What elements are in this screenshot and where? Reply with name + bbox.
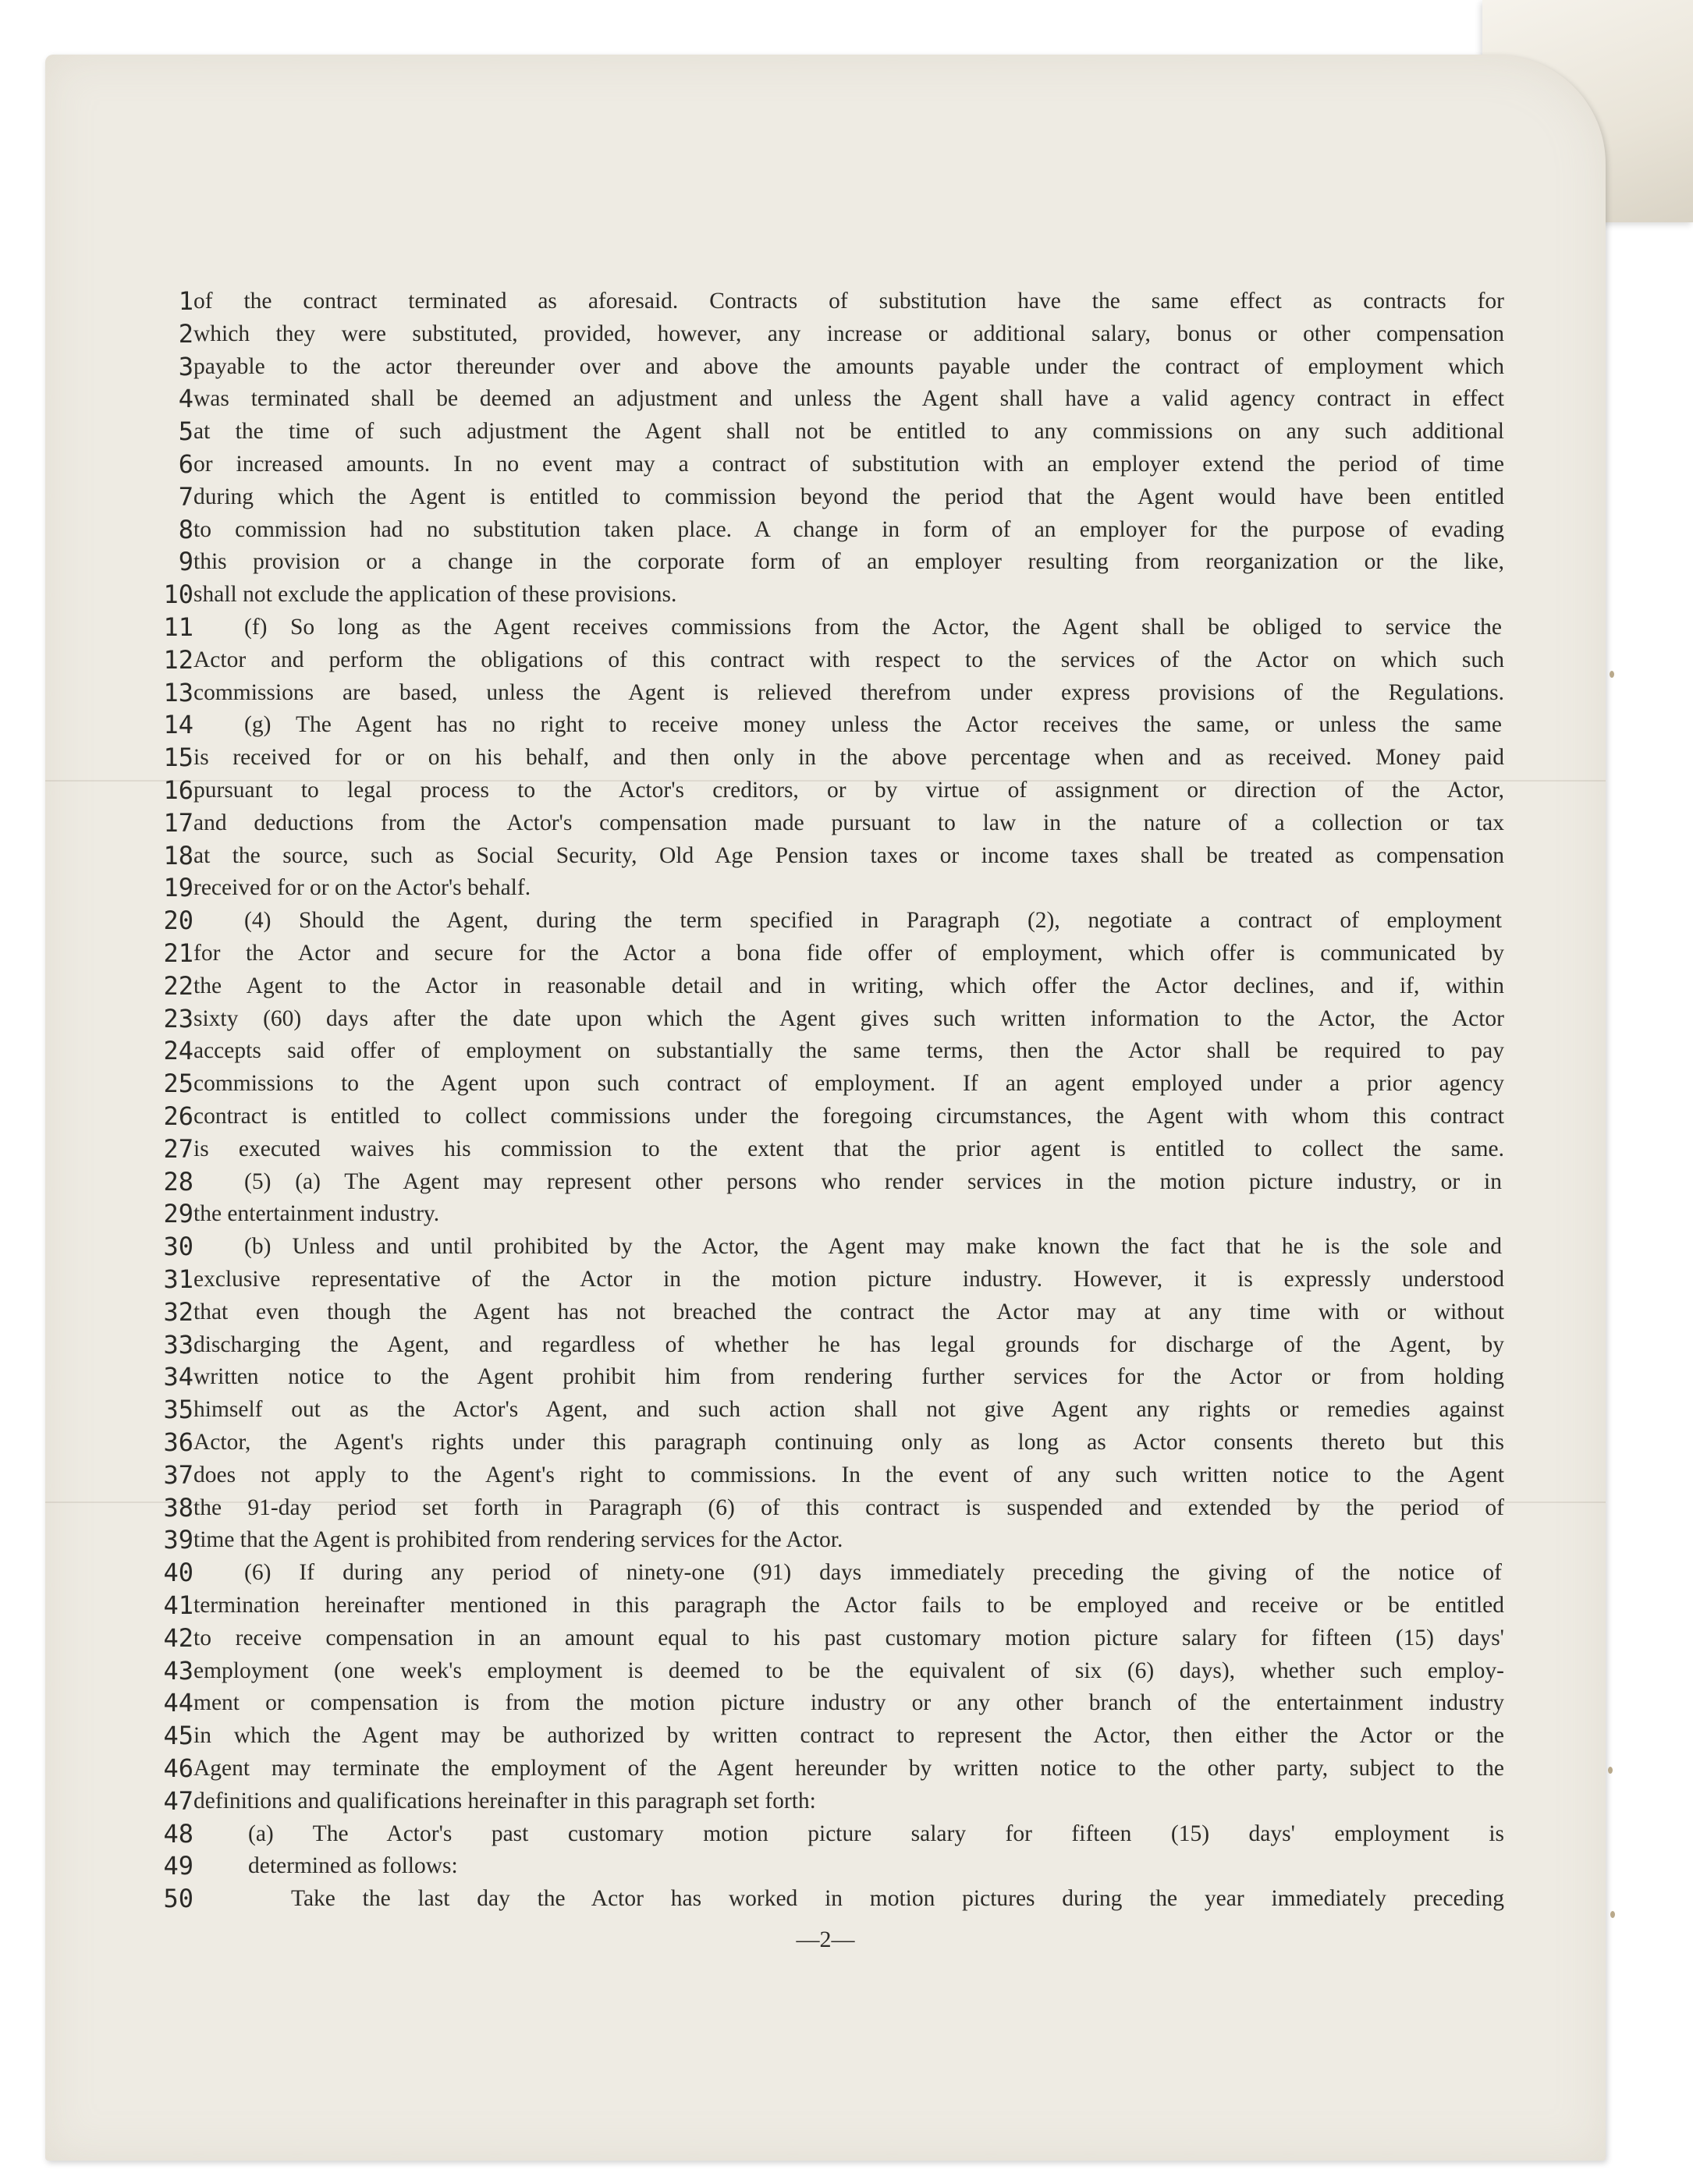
document-line bbox=[45, 545, 1606, 578]
document-line bbox=[45, 1654, 1606, 1687]
line-number: 45 bbox=[163, 1721, 193, 1751]
line-text: himself out as the Actor's Agent, and such action shall not give Agent any rights or remedies against bbox=[193, 1397, 1504, 1423]
line-number: 17 bbox=[163, 807, 193, 838]
line-number: 42 bbox=[163, 1622, 193, 1653]
document-line bbox=[45, 285, 1606, 317]
line-number: 48 bbox=[163, 1818, 193, 1849]
document-line bbox=[45, 1393, 1606, 1426]
line-text: (g) The Agent has no right to receive money unless the Actor receives the same, or unless the same bbox=[244, 712, 1502, 738]
line-text: of the contract terminated as aforesaid. Contracts of substitution have the same effect as contracts for bbox=[193, 289, 1504, 314]
line-text: (5) (a) The Agent may represent other persons who render services in the motion picture industry, or in bbox=[244, 1168, 1502, 1194]
line-number: 30 bbox=[163, 1232, 193, 1262]
document-page bbox=[45, 55, 1606, 2161]
document-line bbox=[45, 1263, 1606, 1296]
line-number: 12 bbox=[163, 644, 193, 675]
line-number: 28 bbox=[163, 1166, 193, 1197]
document-line bbox=[45, 1100, 1606, 1133]
line-text: and deductions from the Actor's compensation made pursuant to law in the nature of a collection or tax bbox=[193, 810, 1504, 835]
line-number: 35 bbox=[163, 1395, 193, 1425]
line-number: 7 bbox=[178, 481, 193, 512]
document-line bbox=[45, 480, 1606, 513]
line-text: contract is entitled to collect commissions under the foregoing circumstances, the Agent with whom this contract bbox=[193, 1104, 1504, 1129]
line-number: 39 bbox=[163, 1525, 193, 1555]
document-line bbox=[45, 741, 1606, 774]
document-line bbox=[45, 578, 1606, 611]
line-text: commissions are based, unless the Agent is relieved therefrom under express provisions of the Regulations. bbox=[193, 679, 1504, 705]
line-text: in which the Agent may be authorized by written contract to represent the Actor, then either the Actor or the bbox=[193, 1723, 1504, 1749]
line-number: 9 bbox=[178, 547, 193, 577]
document-line bbox=[45, 676, 1606, 709]
document-line bbox=[45, 1622, 1606, 1654]
document-line bbox=[45, 1034, 1606, 1067]
line-text: during which the Agent is entitled to commission beyond the period that the Agent would have been entitled bbox=[193, 484, 1504, 509]
line-text: to receive compensation in an amount equal to his past customary motion picture salary for fifteen (15) days' bbox=[193, 1625, 1504, 1650]
line-number: 24 bbox=[163, 1036, 193, 1066]
line-text: ment or compensation is from the motion picture industry or any other branch of the entertainment industry bbox=[193, 1690, 1504, 1716]
document-line bbox=[45, 1752, 1606, 1785]
line-number: 26 bbox=[163, 1101, 193, 1131]
line-number: 4 bbox=[178, 384, 193, 414]
document-line bbox=[45, 644, 1606, 676]
line-number: 19 bbox=[163, 873, 193, 903]
line-number: 15 bbox=[163, 743, 193, 773]
line-text: at the source, such as Social Security, Old Age Pension taxes or income taxes shall be treated as compensation bbox=[193, 842, 1504, 868]
line-number: 16 bbox=[163, 775, 193, 805]
line-text: (f) So long as the Agent receives commissions from the Actor, the Agent shall be obliged to service the bbox=[244, 615, 1502, 640]
document-line bbox=[45, 839, 1606, 872]
line-number: 41 bbox=[163, 1590, 193, 1620]
line-text: definitions and qualifications hereinafter in this paragraph set forth: bbox=[193, 1788, 816, 1814]
line-number: 43 bbox=[163, 1655, 193, 1686]
document-line bbox=[45, 415, 1606, 448]
line-text: at the time of such adjustment the Agent shall not be entitled to any commissions on any such additional bbox=[193, 419, 1504, 445]
document-line bbox=[45, 871, 1606, 904]
document-line bbox=[45, 1165, 1606, 1198]
document-line bbox=[45, 1686, 1606, 1719]
line-text: for the Actor and secure for the Actor a bona fide offer of employment, which offer is communicated by bbox=[193, 941, 1504, 966]
line-number: 20 bbox=[163, 906, 193, 936]
document-line bbox=[45, 1067, 1606, 1100]
line-number: 33 bbox=[163, 1329, 193, 1360]
line-text: determined as follows: bbox=[248, 1853, 458, 1879]
paper-speck bbox=[1608, 1767, 1613, 1774]
line-text: payable to the actor thereunder over and above the amounts payable under the contract of employment which bbox=[193, 353, 1504, 379]
line-text: to commission had no substitution taken place. A change in form of an employer for the purpose of evading bbox=[193, 516, 1504, 542]
line-text: Take the last day the Actor has worked in motion pictures during the year immediately preceding bbox=[291, 1886, 1504, 1912]
line-number: 5 bbox=[178, 417, 193, 447]
line-number: 13 bbox=[163, 677, 193, 707]
document-line bbox=[45, 317, 1606, 350]
line-text: pursuant to legal process to the Actor's creditors, or by virtue of assignment or direction of the Actor, bbox=[193, 778, 1504, 803]
line-text: is executed waives his commission to the extent that the prior agent is entitled to collect the same. bbox=[193, 1136, 1504, 1161]
line-number: 50 bbox=[163, 1884, 193, 1914]
line-text: (6) If during any period of ninety-one (91) days immediately preceding the giving of the notice of bbox=[244, 1560, 1502, 1586]
line-text: the 91-day period set forth in Paragraph (6) of this contract is suspended and extended by the period of bbox=[193, 1494, 1504, 1520]
line-number: 22 bbox=[163, 970, 193, 1001]
line-number: 34 bbox=[163, 1362, 193, 1392]
line-text: commissions to the Agent upon such contract of employment. If an agent employed under a prior agency bbox=[193, 1071, 1504, 1097]
line-number: 23 bbox=[163, 1003, 193, 1034]
document-line bbox=[45, 1459, 1606, 1491]
document-line bbox=[45, 350, 1606, 383]
line-number: 37 bbox=[163, 1459, 193, 1490]
document-line bbox=[45, 1002, 1606, 1035]
line-text: written notice to the Agent prohibit him from rendering further services for the Actor or from holding bbox=[193, 1364, 1504, 1390]
document-line bbox=[45, 1360, 1606, 1393]
document-line bbox=[45, 970, 1606, 1002]
line-number: 3 bbox=[178, 351, 193, 381]
document-line bbox=[45, 513, 1606, 546]
line-number: 27 bbox=[163, 1133, 193, 1164]
page-number: —2— bbox=[796, 1927, 855, 1952]
line-text: time that the Agent is prohibited from rendering services for the Actor. bbox=[193, 1527, 843, 1553]
line-number: 2 bbox=[178, 318, 193, 349]
document-line bbox=[45, 1328, 1606, 1361]
line-text: (4) Should the Agent, during the term specified in Paragraph (2), negotiate a contract of employment bbox=[244, 908, 1502, 934]
document-line bbox=[45, 1230, 1606, 1263]
line-text: received for or on the Actor's behalf. bbox=[193, 875, 531, 901]
line-number: 49 bbox=[163, 1851, 193, 1881]
line-number: 18 bbox=[163, 840, 193, 870]
document-line bbox=[45, 1523, 1606, 1556]
line-number: 47 bbox=[163, 1785, 193, 1816]
line-number: 25 bbox=[163, 1069, 193, 1099]
line-text: termination hereinafter mentioned in this paragraph the Actor fails to be employed and receive or be entitled bbox=[193, 1593, 1504, 1618]
line-number: 36 bbox=[163, 1427, 193, 1457]
line-number: 10 bbox=[163, 580, 193, 610]
line-text: the Agent to the Actor in reasonable detail and in writing, which offer the Actor declines, and if, within bbox=[193, 973, 1504, 998]
line-number: 40 bbox=[163, 1558, 193, 1588]
line-text: shall not exclude the application of these provisions. bbox=[193, 582, 677, 608]
document-line bbox=[45, 1197, 1606, 1230]
line-text: or increased amounts. In no event may a contract of substitution with an employer extend the period of time bbox=[193, 452, 1504, 477]
line-number: 8 bbox=[178, 514, 193, 544]
line-text: that even though the Agent has not breached the contract the Actor may at any time with or without bbox=[193, 1299, 1504, 1324]
document-line bbox=[45, 611, 1606, 644]
document-line bbox=[45, 382, 1606, 415]
line-text: Actor, the Agent's rights under this paragraph continuing only as long as Actor consents thereto but this bbox=[193, 1430, 1504, 1455]
line-number: 44 bbox=[163, 1688, 193, 1718]
line-number: 29 bbox=[163, 1199, 193, 1229]
line-text: exclusive representative of the Actor in the motion picture industry. However, it is expressly understood bbox=[193, 1267, 1504, 1292]
line-number: 14 bbox=[163, 710, 193, 740]
document-line bbox=[45, 1817, 1606, 1850]
document-line bbox=[45, 807, 1606, 839]
line-number: 46 bbox=[163, 1753, 193, 1783]
line-text: the entertainment industry. bbox=[193, 1201, 440, 1227]
document-line bbox=[45, 1589, 1606, 1622]
line-number: 31 bbox=[163, 1264, 193, 1294]
line-text: this provision or a change in the corporate form of an employer resulting from reorganization or the like, bbox=[193, 549, 1504, 575]
line-text: (a) The Actor's past customary motion picture salary for fifteen (15) days' employment is bbox=[248, 1821, 1504, 1846]
document-line bbox=[45, 1882, 1606, 1915]
line-text: does not apply to the Agent's right to commissions. In the event of any such written notice to the Agent bbox=[193, 1462, 1504, 1487]
document-line bbox=[45, 448, 1606, 480]
document-line bbox=[45, 937, 1606, 970]
document-line bbox=[45, 1556, 1606, 1589]
paper-speck bbox=[1610, 1911, 1615, 1918]
paper-speck bbox=[1610, 671, 1614, 678]
line-text: discharging the Agent, and regardless of whether he has legal grounds for discharge of the Agent, by bbox=[193, 1331, 1504, 1357]
line-number: 1 bbox=[178, 286, 193, 316]
line-text: is received for or on his behalf, and then only in the above percentage when and as received. Money paid bbox=[193, 745, 1504, 771]
line-text: (b) Unless and until prohibited by the Actor, the Agent may make known the fact that he is the sole and bbox=[244, 1234, 1502, 1260]
document-line bbox=[45, 904, 1606, 937]
line-text: Actor and perform the obligations of this contract with respect to the services of the Actor on which such bbox=[193, 647, 1504, 672]
line-number: 6 bbox=[178, 449, 193, 479]
document-line bbox=[45, 1426, 1606, 1459]
document-line bbox=[45, 708, 1606, 741]
line-text: sixty (60) days after the date upon which the Agent gives such written information to the Actor, the Actor bbox=[193, 1005, 1504, 1031]
document-line bbox=[45, 1785, 1606, 1817]
document-line bbox=[45, 1719, 1606, 1752]
document-line bbox=[45, 1296, 1606, 1328]
line-text: employment (one week's employment is deemed to be the equivalent of six (6) days), whether such employ- bbox=[193, 1658, 1504, 1683]
line-number: 32 bbox=[163, 1296, 193, 1327]
line-text: accepts said offer of employment on substantially the same terms, then the Actor shall be required to pay bbox=[193, 1038, 1504, 1064]
document-line bbox=[45, 1133, 1606, 1165]
document-line bbox=[45, 774, 1606, 807]
document-line bbox=[45, 1491, 1606, 1524]
line-text: Agent may terminate the employment of the Agent hereunder by written notice to the other party, subject to the bbox=[193, 1756, 1504, 1781]
line-number: 11 bbox=[163, 612, 193, 642]
line-number: 21 bbox=[163, 938, 193, 968]
line-number: 38 bbox=[163, 1492, 193, 1523]
document-line bbox=[45, 1849, 1606, 1882]
line-text: which they were substituted, provided, however, any increase or additional salary, bonus or other compensation bbox=[193, 321, 1504, 346]
line-text: was terminated shall be deemed an adjustment and unless the Agent shall have a valid agency contract in effect bbox=[193, 386, 1504, 412]
